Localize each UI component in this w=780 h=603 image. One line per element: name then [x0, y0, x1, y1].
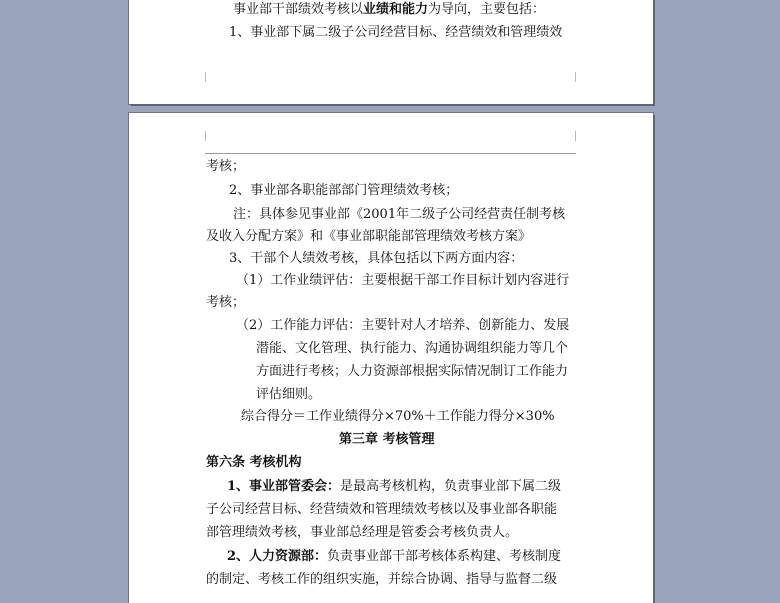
- margin-corner-mark: [205, 131, 206, 141]
- text-run: 负责事业部干部考核体系构建、考核制度: [327, 549, 562, 564]
- paragraph-line: 2、事业部各职能部部门管理绩效考核；: [229, 183, 459, 198]
- bold-text-run: 业绩和能力: [363, 2, 429, 17]
- text-run: 是最高考核机构，负责事业部下属二级: [340, 479, 562, 494]
- paragraph-line: 部管理绩效考核，事业部总经理是管委会考核负责人。: [206, 525, 519, 540]
- document-page-2: [129, 113, 653, 603]
- article-title: 第六条 考核机构: [206, 455, 302, 470]
- paragraph-line: （2）工作能力评估：主要针对人才培养、创新能力、发展: [236, 318, 570, 333]
- margin-corner-mark: [575, 72, 576, 82]
- paragraph-line: 潜能、文化管理、执行能力、沟通协调组织能力等几个: [256, 341, 569, 356]
- text-run: 为导向，主要包括：: [428, 2, 546, 17]
- chapter-title: 第三章 考核管理: [339, 432, 435, 447]
- header-rule: [205, 153, 576, 154]
- paragraph-line: 子公司经营目标、经营绩效和管理绩效考核以及事业部各职能: [206, 502, 558, 517]
- paragraph-line: 评估细则。: [256, 387, 322, 402]
- paragraph-line: [233, 2, 545, 18]
- bold-text-run: 1、事业部管委会：: [227, 479, 341, 494]
- margin-corner-mark: [575, 131, 576, 141]
- paragraph-line: 1、事业部下属二级子公司经营目标、经营绩效和管理绩效: [229, 25, 563, 40]
- paragraph-line: （1）工作业绩评估：主要根据干部工作目标计划内容进行: [236, 273, 570, 288]
- margin-corner-mark: [205, 72, 206, 82]
- formula-line: 综合得分＝工作业绩得分×70%＋工作能力得分×30%: [241, 409, 555, 424]
- paragraph-line: [227, 479, 561, 495]
- bold-text-run: 2、人力资源部：: [227, 549, 328, 564]
- paragraph-line: 及收入分配方案》和《事业部职能部管理绩效考核方案》: [206, 229, 532, 244]
- paragraph-line: 的制定、考核工作的组织实施，并综合协调、指导与监督二级: [206, 572, 558, 587]
- paragraph-line: 方面进行考核；人力资源部根据实际情况制订工作能力: [256, 364, 569, 379]
- document-page-1: [129, 0, 653, 104]
- paragraph-line: 考核；: [206, 295, 246, 310]
- paragraph-line: 3、干部个人绩效考核，具体包括以下两方面内容：: [229, 251, 524, 266]
- text-run: 事业部干部绩效考核以: [233, 2, 364, 17]
- paragraph-line: 注：具体参见事业部《2001年二级子公司经营责任制考核: [233, 207, 566, 222]
- paragraph-line: 考核；: [206, 159, 246, 174]
- paragraph-line: [227, 549, 561, 565]
